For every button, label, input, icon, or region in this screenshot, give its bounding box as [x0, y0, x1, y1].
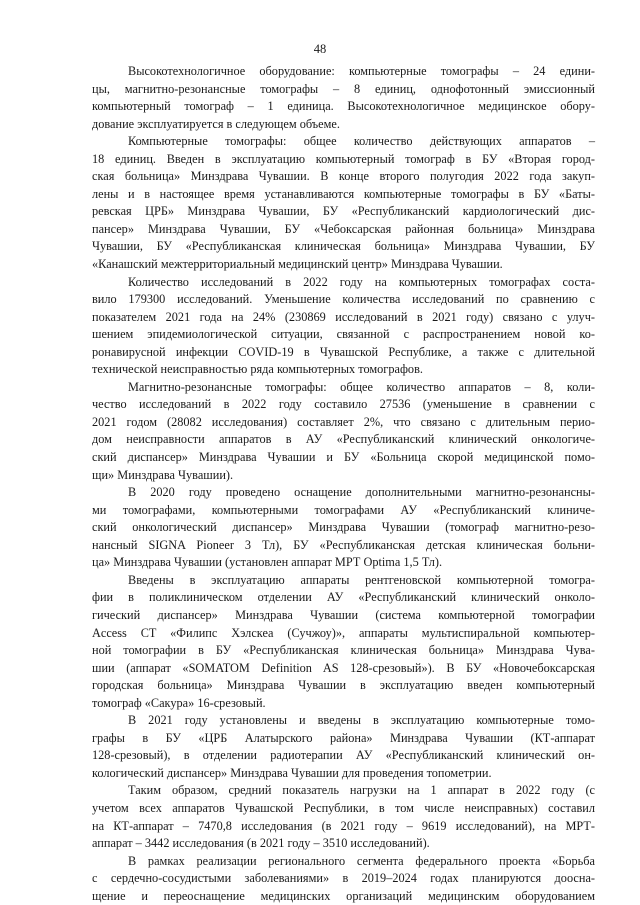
text-line: графы в БУ «ЦРБ Алатырского района» Минздрава Чувашии (КТ-аппарат [92, 730, 595, 745]
text-line: на КТ-аппарат – 7470,8 исследования (в 2021 году – 9619 исследований), на МРТ- [92, 818, 595, 833]
paragraph [92, 572, 595, 712]
text-line: щи» Минздрава Чувашии). [92, 467, 234, 482]
text-line: Access CT «Филипс Хэлскеа (Сучжоу)», аппараты мультиспиральной компьютер- [92, 625, 595, 640]
text-line: ревская ЦРБ» Минздрава Чувашии, БУ «Республиканский кардиологический дис- [92, 204, 595, 219]
text-line: томограф «Сакура» 16-срезовый. [92, 695, 266, 710]
paragraph [92, 484, 595, 572]
text-line: Количество исследований в 2022 году на компьютерных томографах соста- [128, 274, 595, 289]
text-line: цы, магнитно-резонансные томографы – 8 единиц, однофотонный эмиссионный [92, 81, 595, 96]
text-line: Введены в эксплуатацию аппараты рентгеновской компьютерной томогра- [128, 572, 595, 587]
text-line: щение и переоснащение медицинских организаций медицинским оборудованием [92, 888, 595, 903]
text-line: Высокотехнологичное оборудование: компьютерные томографы – 24 едини- [128, 64, 595, 78]
text-line: В 2021 году установлены и введены в эксплуатацию компьютерные томо- [128, 713, 595, 728]
text-line: В рамках реализации регионального сегмента федерального проекта «Борьба [128, 853, 595, 868]
paragraph [92, 379, 595, 484]
text-line: ца» Минздрава Чувашии (установлен аппарат МРТ Optima 1,5 Тл). [92, 555, 443, 570]
text-line: городская больница» Минздрава Чувашии в эксплуатацию введен компьютерный [92, 678, 595, 693]
text-line: Компьютерные томографы: общее количество действующих аппаратов – [128, 134, 595, 149]
paragraph [92, 782, 595, 852]
text-line: ская больница» Минздрава Чувашии. В конце второго полугодия 2022 года закуп- [92, 169, 595, 184]
text-line: ронавирусной инфекции COVID-19 в Чувашской Республике, а также с длительной [92, 344, 595, 359]
text-line: шением эпидемиологической ситуации, связанной с распространением новой ко- [92, 327, 595, 342]
text-line: ми томографами, компьютерными томографами АУ «Республиканский клиниче- [92, 502, 595, 517]
text-line: Чувашии, БУ «Республиканская клиническая больница» Минздрава Чувашии, БУ [92, 239, 595, 254]
text-line: 128-срезовый), в отделении радиотерапии АУ «Республиканский клинический он- [92, 748, 595, 763]
text-line: дование эксплуатируется в следующем объеме. [92, 116, 340, 131]
page-number: 48 [313, 42, 327, 56]
text-line: компьютерный томограф – 1 единица. Высокотехнологичное медицинское обору- [92, 99, 595, 114]
text-line: кологический диспансер» Минздрава Чувашии для проведения топометрии. [92, 765, 492, 780]
text-line: 18 единиц. Введен в эксплуатацию компьютерный томограф в БУ «Вторая город- [92, 151, 595, 166]
text-line: вило 179300 исследований. Уменьшение количества исследований по сравнению с [92, 292, 595, 307]
text-line: технической неисправностью ряда компьютерных томографов. [92, 362, 423, 377]
paragraph [92, 63, 595, 133]
text-line: ной томографии в БУ «Республиканская клиническая больница» Минздрава Чува- [92, 643, 595, 658]
text-line: чество исследований в 2022 году составило 27536 (уменьшение в сравнении с [92, 397, 595, 412]
text-line: ский диспансер» Минздрава Чувашии и БУ «Больница скорой медицинской помо- [92, 450, 595, 465]
text-line: Таким образом, средний показатель нагрузки на 1 аппарат в 2022 году (с [128, 783, 595, 798]
text-line: шии (аппарат «SOMATOM Definition AS 128-срезовый»). В БУ «Новочебоксарская [92, 660, 595, 675]
text-line: показателем 2021 года на 24% (230869 исследований в 2021 году) связано с улуч- [92, 309, 595, 324]
text-line: В 2020 году проведено оснащение дополнительными магнитно-резонансны- [128, 485, 595, 500]
text-line: учетом всех аппаратов Чувашской Республики, в том числе неисправных) составил [92, 800, 595, 815]
text-line: 2021 годом (28082 исследования) составляет 2%, что связано с длительным перио- [92, 414, 595, 429]
paragraph [92, 712, 595, 782]
text-line: Магнитно-резонансные томографы: общее количество аппаратов – 8, коли- [128, 379, 595, 394]
paragraph [92, 133, 595, 273]
text-line: аппарат – 3442 исследования (в 2021 году – 3510 исследований). [92, 836, 430, 851]
text-line: пансер» Минздрава Чувашии, БУ «Чебоксарская районная больница» Минздрава [92, 221, 595, 236]
text-line: гический диспансер» Минздрава Чувашии (система компьютерной томографии [92, 607, 595, 622]
paragraph [92, 274, 595, 379]
text-line: нансный SIGNA Pioneer 3 Тл), БУ «Республиканская детская клиническая больни- [92, 537, 595, 552]
text-line: лены и в настоящее время устанавливаются компьютерные томографы в БУ «Баты- [92, 186, 595, 201]
text-line: дом неисправности аппаратов в АУ «Республиканский клинический онкологиче- [92, 432, 595, 447]
text-line: фии в поликлиническом отделении АУ «Республиканский клинический онколо- [92, 590, 595, 605]
body-text [92, 63, 595, 905]
text-line: с сердечно-сосудистыми заболеваниями» в 2019–2024 годах планируются доосна- [92, 871, 595, 886]
text-line: «Канашский межтерриториальный медицинский центр» Минздрава Чувашии. [92, 257, 503, 272]
paragraph [92, 853, 595, 905]
text-line: ский онкологический диспансер» Минздрава Чувашии (томограф магнитно-резо- [92, 520, 595, 535]
